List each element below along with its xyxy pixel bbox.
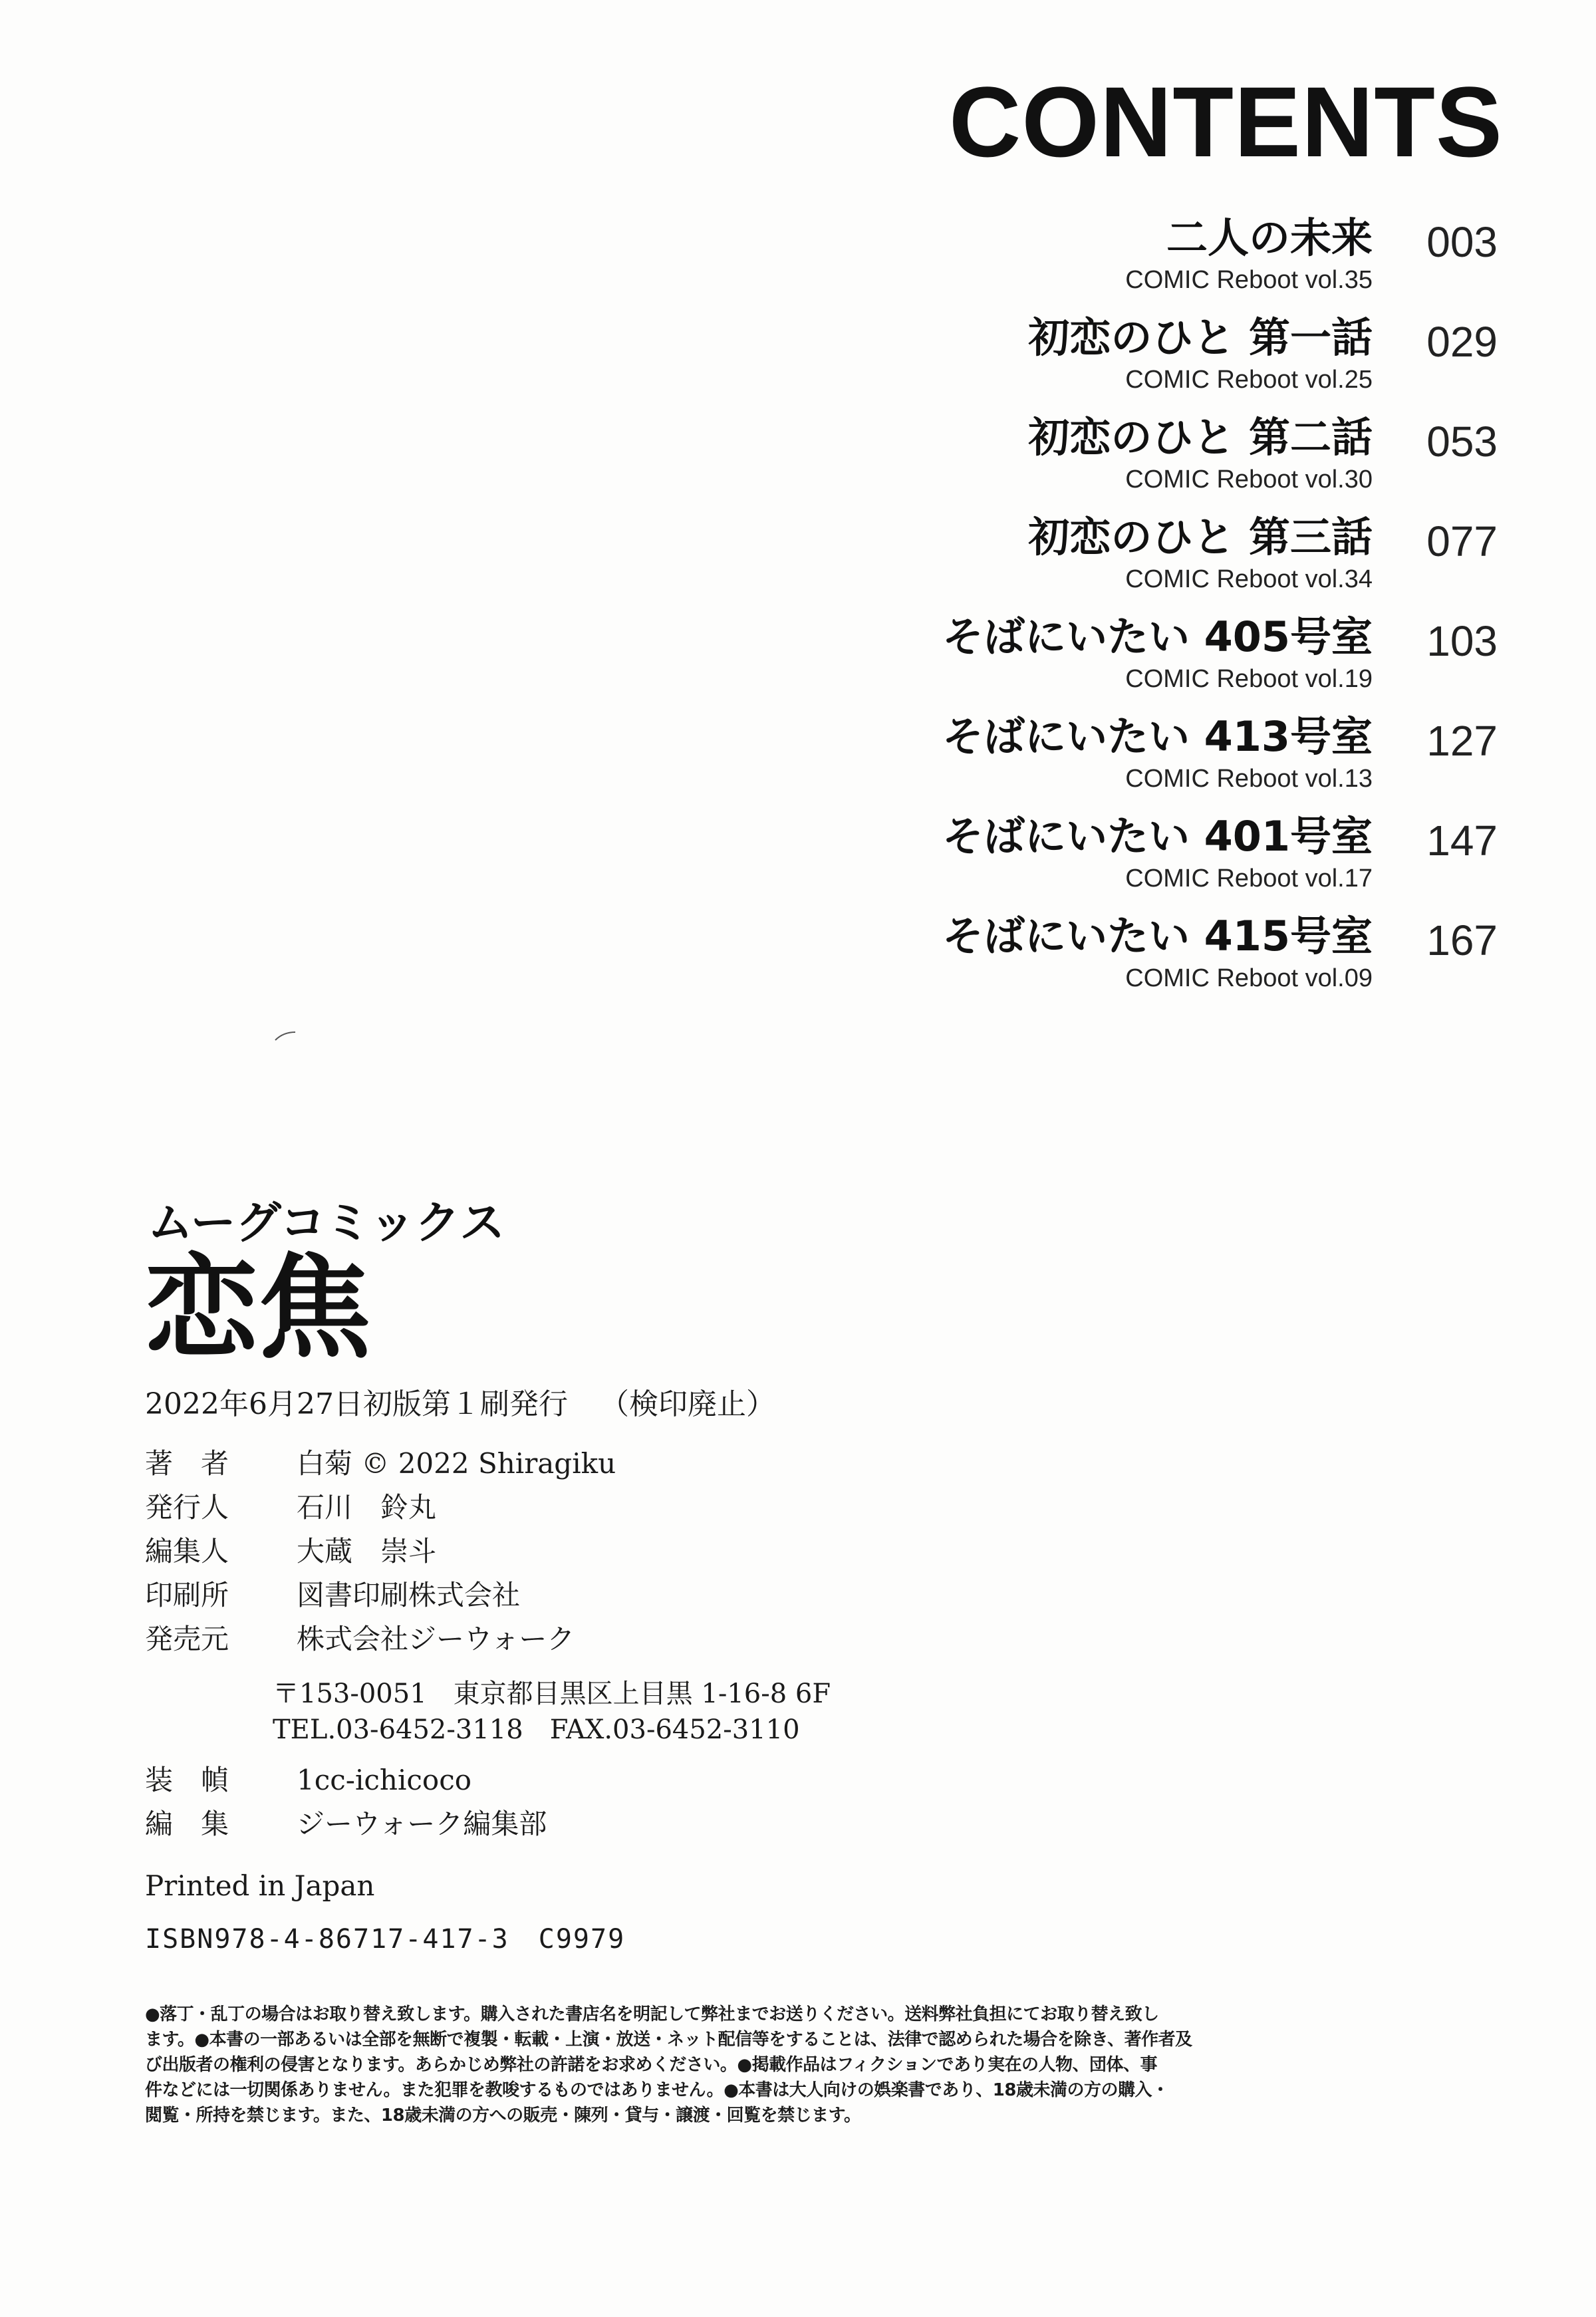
toc-title: 二人の未来 [1166, 213, 1373, 262]
notice-line: ます。●本書の一部あるいは全部を無断で複製・転載・上演・放送・ネット配信等をすることは、法律で認められた場合を除き、著作者及 [145, 2030, 1192, 2050]
notice-line: 件などには一切関係ありません。また犯罪を教唆するものではありません。●本書は大人向けの娯楽書であり、18歳未満の方の購入・ [145, 2080, 1169, 2100]
colophon [145, 1197, 1275, 2128]
publication-date: 2022年6月27日初版第１刷発行 [145, 1387, 568, 1421]
book-title: 恋焦 [145, 1243, 372, 1375]
credit-label: 編 集 [145, 1808, 229, 1840]
credits-list-secondary [145, 1758, 1275, 1846]
toc-title: そばにいたい 415号室 [942, 912, 1373, 960]
legal-notice [145, 2002, 1236, 2128]
credit-row [145, 1442, 1275, 1486]
toc-page-number: 103 [1426, 617, 1498, 665]
toc-source: COMIC Reboot vol.13 [1125, 765, 1373, 793]
toc-page-number: 029 [1426, 318, 1498, 366]
toc-page-number: 167 [1426, 916, 1498, 964]
credit-value: 図書印刷株式会社 [297, 1579, 521, 1611]
toc-title: 初恋のひと 第一話 [1028, 313, 1373, 362]
fax: FAX.03-6452-3110 [549, 1714, 800, 1745]
toc-source: COMIC Reboot vol.35 [1125, 266, 1373, 294]
toc-entry [766, 211, 1498, 311]
publisher-address [273, 1676, 1275, 1748]
credit-value: 白菊 © 2022 Shiragiku [297, 1447, 616, 1480]
credit-label: 印刷所 [145, 1579, 229, 1611]
credit-label: 編集人 [145, 1535, 229, 1567]
credit-label: 装 幀 [145, 1764, 229, 1796]
toc-source: COMIC Reboot vol.34 [1125, 565, 1373, 593]
credit-value: 1cc-ichicoco [297, 1764, 472, 1796]
credit-row [145, 1530, 1275, 1573]
isbn: ISBN978-4-86717-417-3 [145, 1924, 509, 1955]
toc-title: そばにいたい 405号室 [942, 613, 1373, 661]
publication-date-line [145, 1386, 1275, 1423]
printed-in: Printed in Japan [145, 1869, 375, 1902]
notice-line: ●落丁・乱丁の場合はお取り替え致します。購入された書店名を明記して弊社までお送りください。送料弊社負担にてお取り替え致し [145, 2004, 1159, 2024]
toc-title: 初恋のひと 第三話 [1028, 513, 1373, 561]
toc-entry [766, 710, 1498, 810]
toc-source: COMIC Reboot vol.25 [1125, 366, 1373, 394]
credit-label: 発売元 [145, 1623, 229, 1655]
credit-row [145, 1758, 1275, 1802]
toc-title: そばにいたい 401号室 [942, 812, 1373, 861]
telephone: TEL.03-6452-3118 [273, 1714, 523, 1745]
credit-value: 石川 鈴丸 [297, 1491, 437, 1524]
toc-page-number: 053 [1426, 418, 1498, 466]
toc-title: 初恋のひと 第二話 [1028, 413, 1373, 462]
credit-value: ジーウォーク編集部 [297, 1808, 547, 1840]
credit-row [145, 1617, 1275, 1661]
toc-entry [766, 810, 1498, 910]
toc-page-number: 077 [1426, 517, 1498, 565]
credit-label: 発行人 [145, 1491, 229, 1524]
postal-address: 〒153-0051 東京都目黒区上目黒 1-16-8 6F [273, 1679, 831, 1709]
stray-pen-mark [274, 1029, 298, 1043]
credit-row [145, 1486, 1275, 1530]
contents-heading: CONTENTS [949, 66, 1503, 178]
classification-code: C9979 [538, 1924, 626, 1955]
toc-entry [766, 511, 1498, 611]
seal-note: （検印廃止） [599, 1387, 775, 1421]
credit-value: 大蔵 崇斗 [297, 1535, 437, 1567]
toc-source: COMIC Reboot vol.19 [1125, 665, 1373, 693]
credit-label: 著 者 [145, 1447, 229, 1480]
notice-line: び出版者の権利の侵害となります。あらかじめ弊社の許諾をお求めください。●掲載作品はフィクションであり実在の人物、団体、事 [145, 2055, 1158, 2075]
toc-entry [766, 611, 1498, 710]
toc-title: そばにいたい 413号室 [942, 712, 1373, 761]
toc-page-number: 127 [1426, 717, 1498, 765]
credit-value: 株式会社ジーウォーク [297, 1623, 575, 1655]
toc-entry [766, 411, 1498, 511]
toc-source: COMIC Reboot vol.30 [1125, 466, 1373, 493]
credit-row [145, 1802, 1275, 1846]
notice-line: 閲覧・所持を禁じます。また、18歳未満の方への販売・陳列・貸与・譲渡・回覧を禁じます。 [145, 2106, 861, 2125]
contact-numbers [273, 1712, 1275, 1748]
toc-entry [766, 910, 1498, 1010]
toc-page-number: 003 [1426, 218, 1498, 266]
series-name: ムーグコミックス [148, 1197, 505, 1250]
toc-page-number: 147 [1426, 817, 1498, 865]
toc-entry [766, 311, 1498, 411]
isbn-line [145, 1919, 1275, 1959]
credit-row [145, 1573, 1275, 1617]
toc-source: COMIC Reboot vol.17 [1125, 865, 1373, 892]
toc-source: COMIC Reboot vol.09 [1125, 964, 1373, 992]
table-of-contents [766, 211, 1498, 1010]
credits-list [145, 1442, 1275, 1661]
